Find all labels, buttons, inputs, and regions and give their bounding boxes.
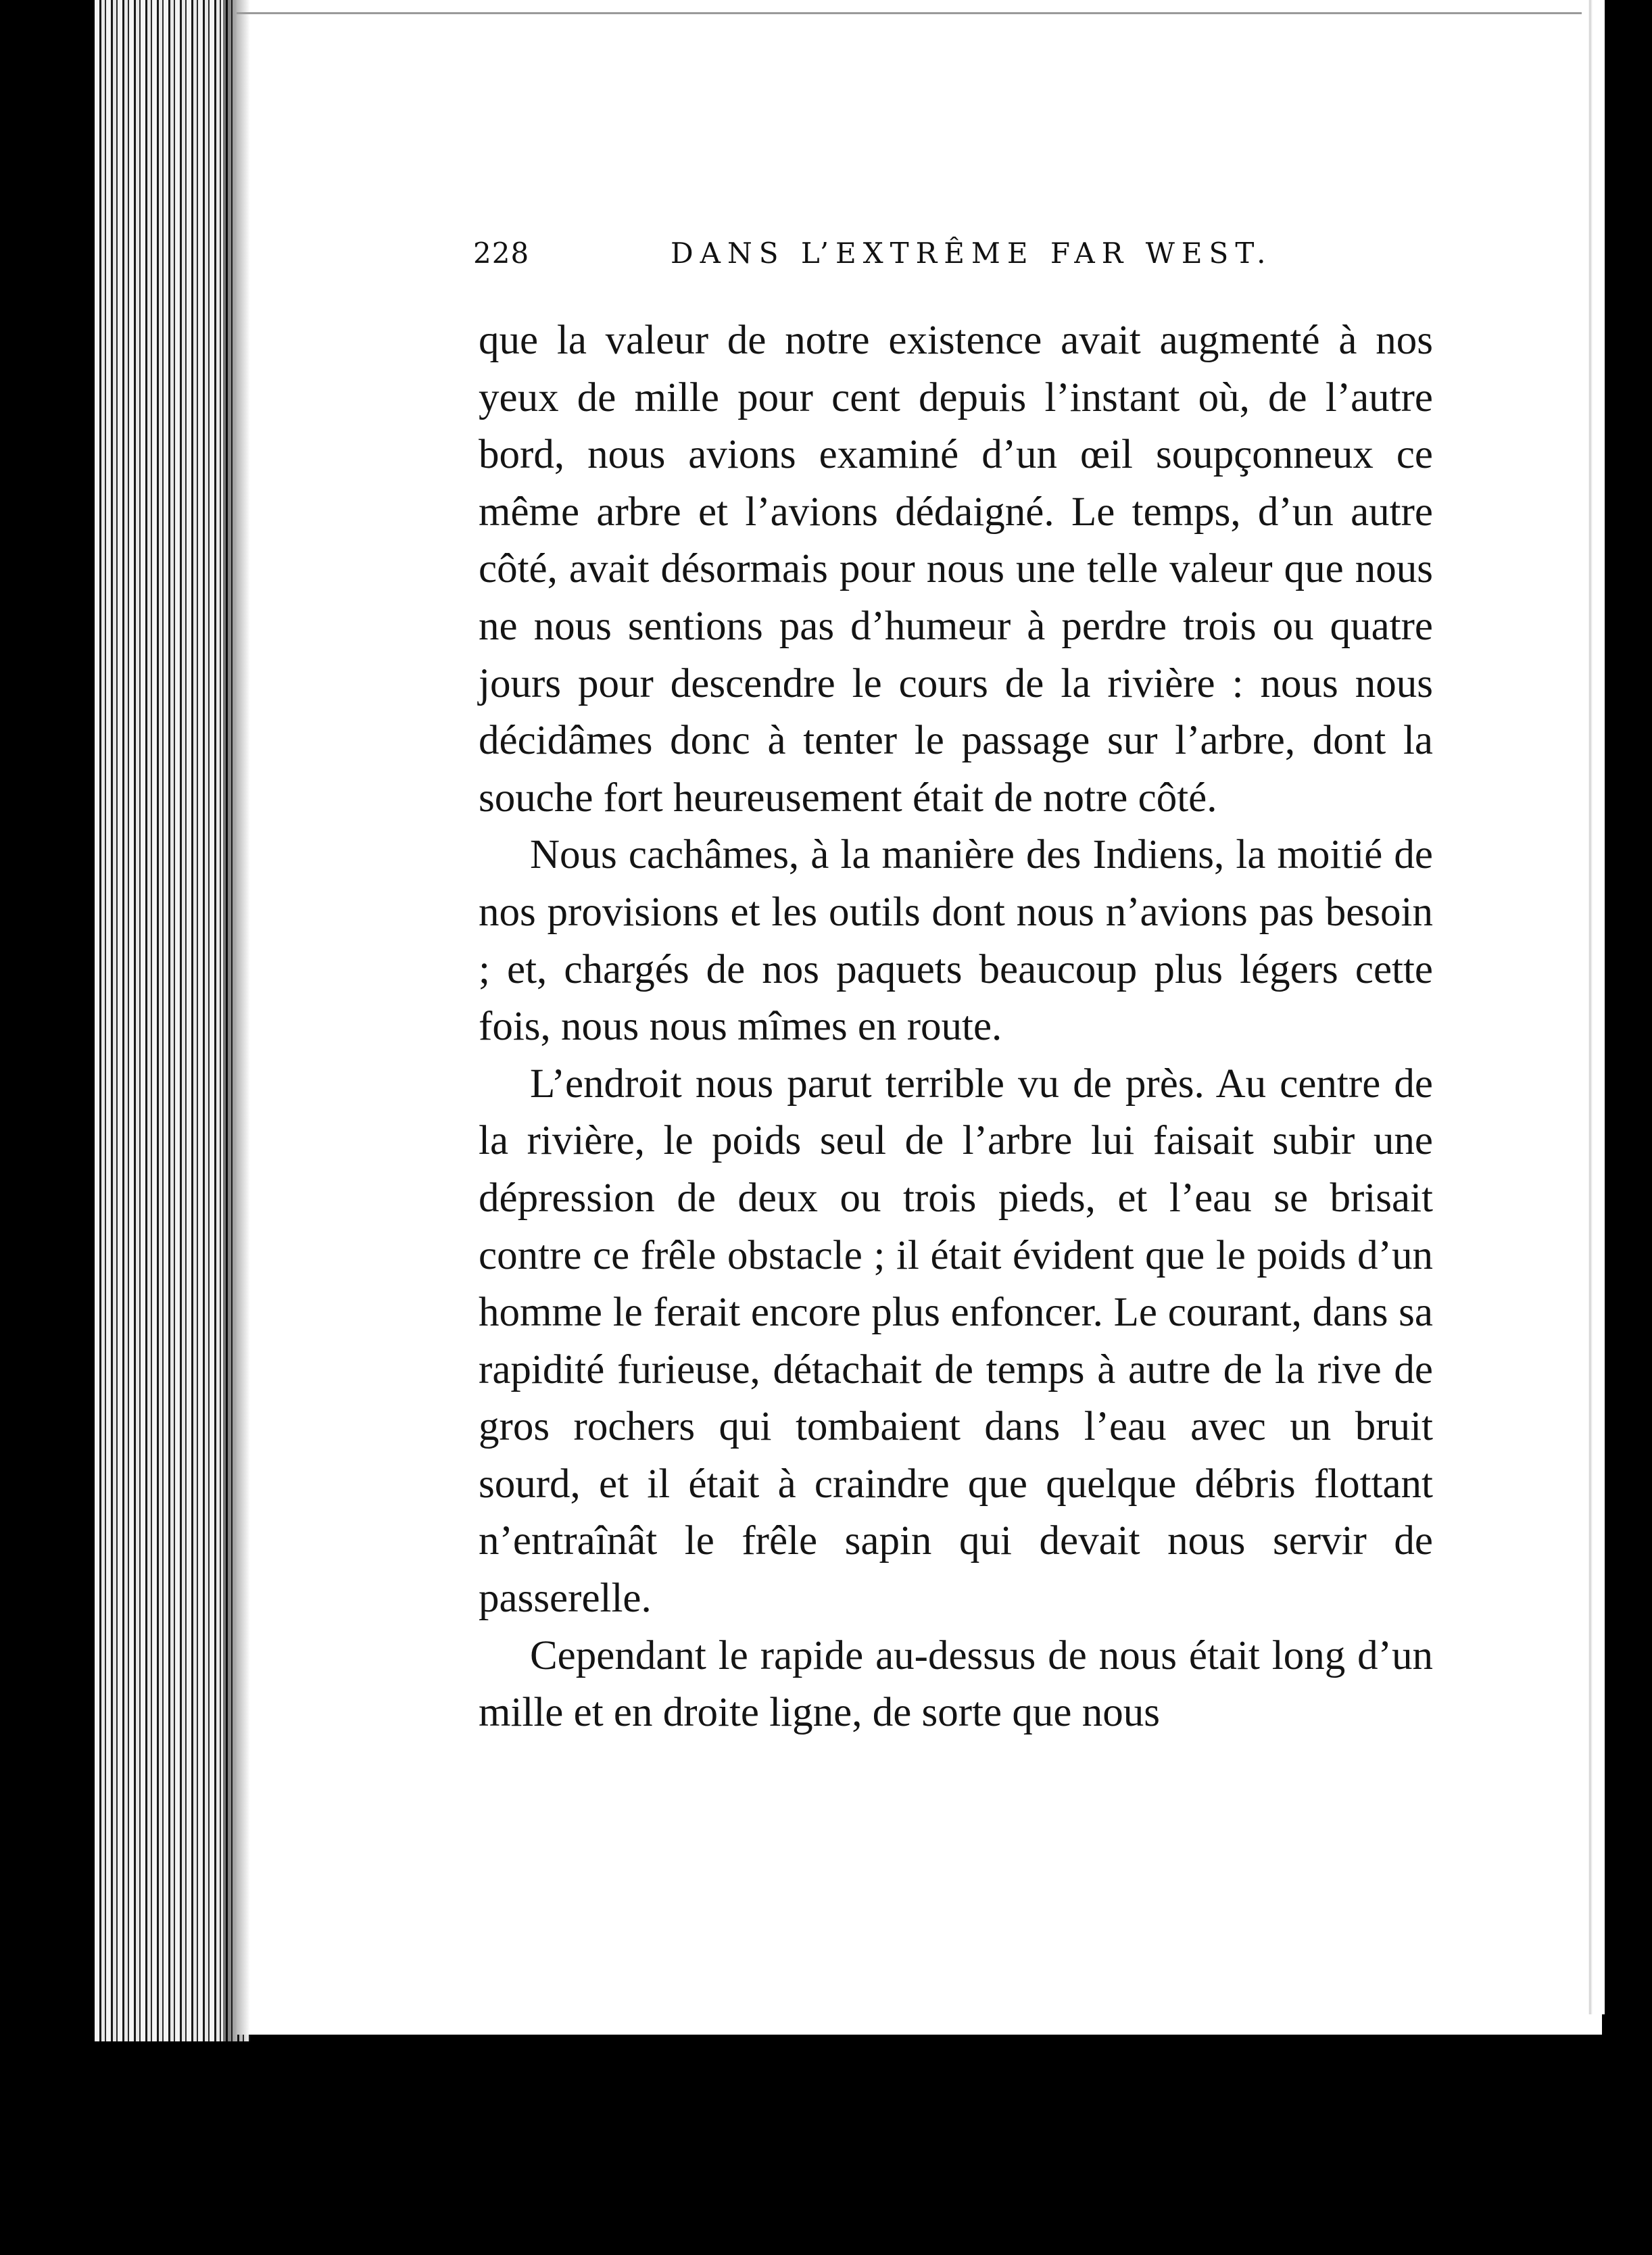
page-number: 228	[473, 237, 530, 270]
paragraph: Cependant le rapide au-dessus de nous était long d’un mille et en droite ligne, de sorte que nous	[479, 1632, 1433, 1736]
paragraph: que la valeur de notre existence avait augmenté à nos yeux de mille pour cent depuis l’instant où, de l’autre bord, nous avions examiné d’un œil soupçonneux ce même arbre et l’avions dédaigné. Le temps, d’un autre côté, avait désormais pour nous une telle valeur que nous ne nous sentions pas d’humeur à perdre trois ou quatre jours pour descendre le cours de la rivière : nous nous décidâmes donc à tenter le passage sur l’arbre, dont la souche fort heureusement était de notre côté.	[479, 318, 1433, 821]
page-header	[473, 237, 1433, 291]
spine-shadow	[223, 0, 250, 2041]
paragraph: L’endroit nous parut terrible vu de près. Au centre de la rivière, le poids seul de l’arbre lui faisait subir une dépression de deux ou trois pieds, et l’eau se brisait contre ce frêle obstacle ; il était évident que le poids d’un homme le ferait encore plus enfoncer. Le courant, dans sa rapidité furieuse, détachait de temps à autre de la rive de gros rochers qui tombaient dans l’eau avec un bruit sourd, et il était à craindre que quelque débris flottant n’entraînât le frêle sapin qui devait nous servir de passerelle.	[479, 1061, 1433, 1622]
paragraph: Nous cachâmes, à la manière des Indiens, la moitié de nos provisions et les outils dont nous n’avions pas besoin ; et, chargés de nos paquets beaucoup plus légers cette fois, nous nous mîmes en route.	[479, 832, 1433, 1050]
running-title: DANS L’EXTRÊME FAR WEST.	[671, 237, 1273, 270]
body-text	[479, 312, 1433, 1742]
leaf-right-edge	[1582, 0, 1605, 2014]
leaf-top-edge	[237, 12, 1582, 14]
